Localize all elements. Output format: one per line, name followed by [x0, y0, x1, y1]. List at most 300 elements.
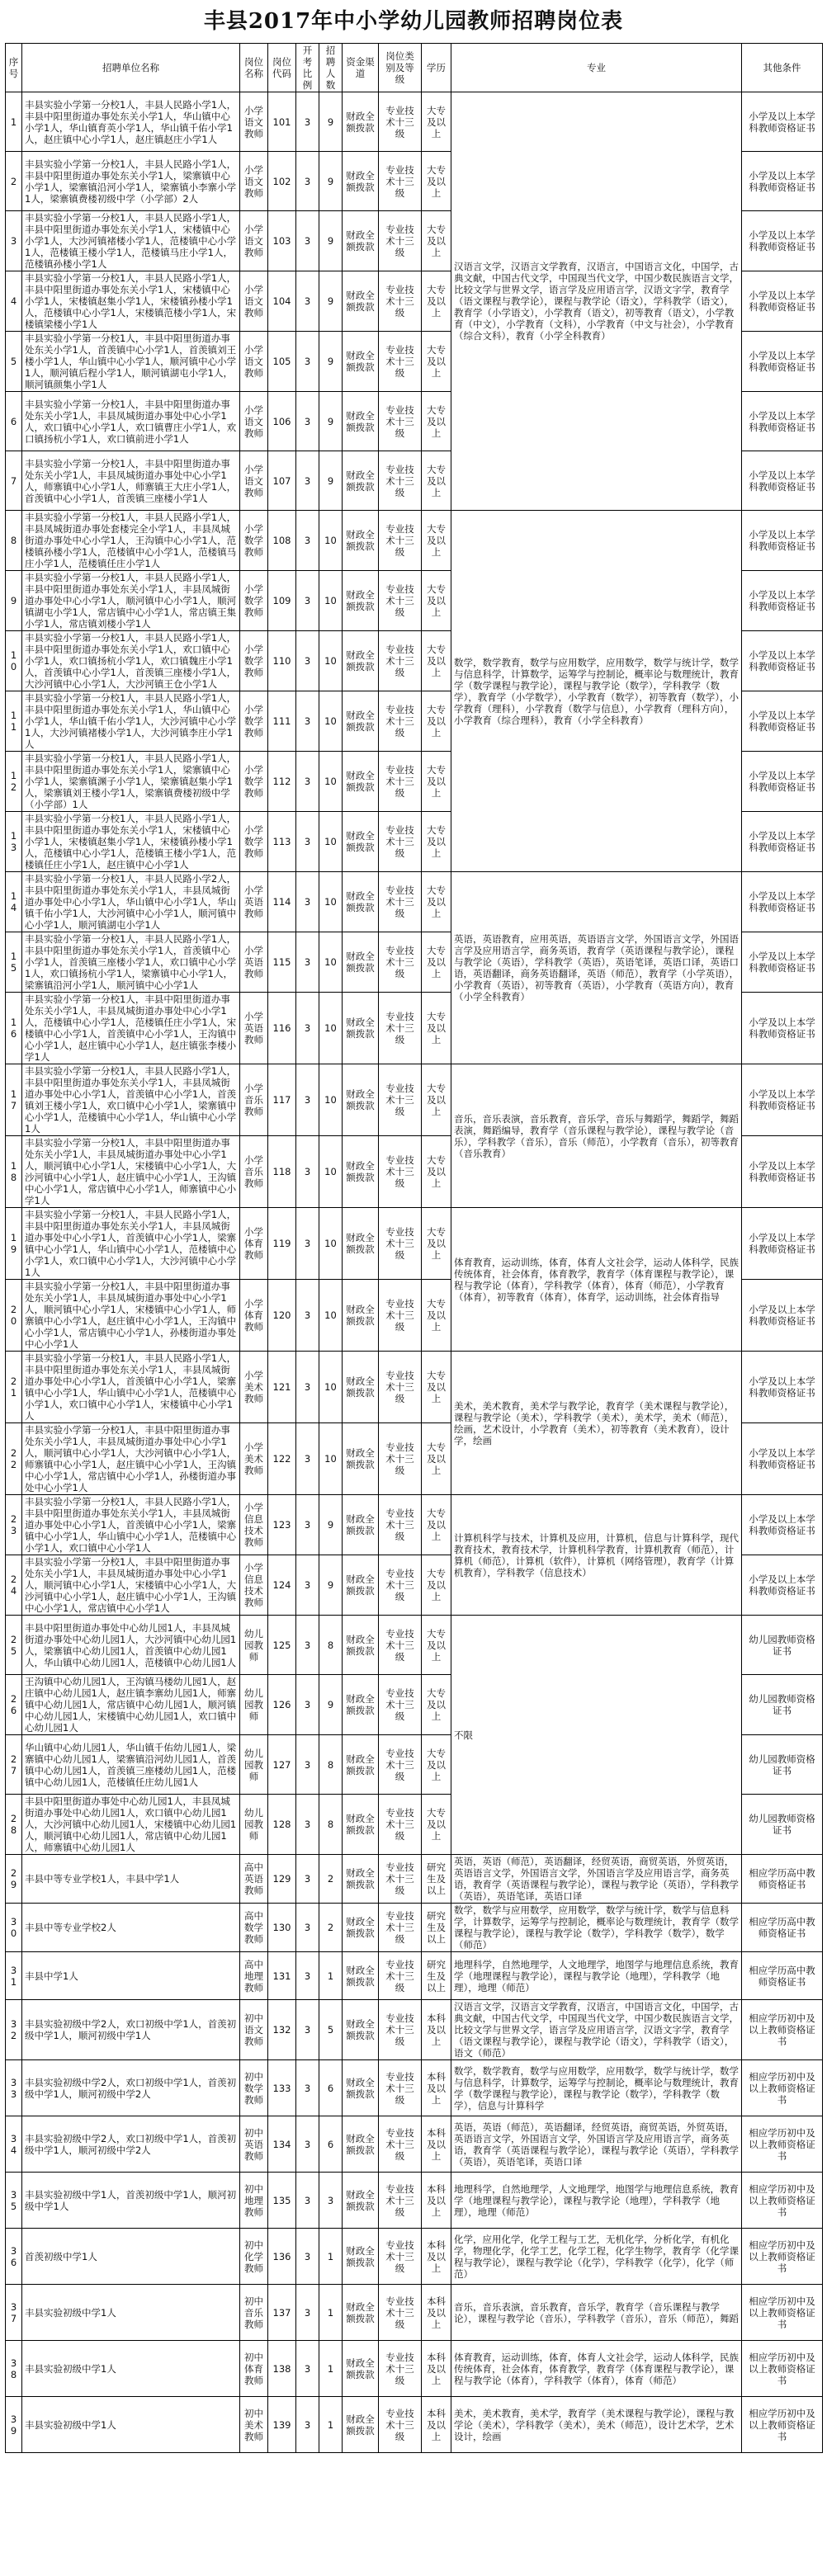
row-hire-count: 8 [319, 1735, 343, 1795]
row-exam-ratio: 3 [296, 932, 319, 993]
row-post-name: 高中英语教师 [240, 1855, 268, 1904]
header-education: 学历 [422, 44, 451, 92]
row-funding: 财政全额拨款 [343, 932, 379, 993]
row-education: 大专及以上 [422, 1352, 451, 1423]
row-unit: 丰县实验初级中学1人 [22, 2285, 240, 2341]
row-index: 36 [6, 2229, 22, 2285]
header-funding: 资金渠道 [343, 44, 379, 92]
row-exam-ratio: 3 [296, 812, 319, 872]
row-funding: 财政全额拨款 [343, 1555, 379, 1616]
row-post-code: 124 [268, 1555, 296, 1616]
row-hire-count: 8 [319, 1795, 343, 1855]
row-other-conditions: 小学及以上本学科教师资格证书 [742, 691, 823, 752]
row-other-conditions: 小学及以上本学科教师资格证书 [742, 211, 823, 271]
row-education: 大专及以上 [422, 332, 451, 392]
row-other-conditions: 小学及以上本学科教师资格证书 [742, 1495, 823, 1555]
row-post-category: 专业技术十三级 [379, 1952, 422, 2000]
row-unit: 丰县实验小学第一分校1人，丰县中阳里街道办事处东关小学1人，丰县凤城街道办事处中心小学1人，师寨镇中心小学1人，师寨镇王大庄小学1人，首羡镇中心小学1人，首羡镇三座楼小学1人 [22, 451, 240, 511]
row-exam-ratio: 3 [296, 1904, 319, 1952]
row-post-category: 专业技术十三级 [379, 993, 422, 1064]
row-post-category: 专业技术十三级 [379, 2229, 422, 2285]
row-hire-count: 10 [319, 993, 343, 1064]
row-unit: 丰县实验小学第一分校1人，丰县人民路小学1人，丰县中阳里街道办事处东关小学1人，丰县凤城街道办事处中心小学1人，首羡镇中心小学1人，梁寨镇中心小学1人，华山镇中心小学1人，范楼镇中心小学1人，欢口镇中心小学1人，宋楼镇中心小学1人 [22, 1352, 240, 1423]
row-post-code: 131 [268, 1952, 296, 2000]
row-post-code: 132 [268, 2000, 296, 2060]
row-post-category: 专业技术十三级 [379, 932, 422, 993]
row-other-conditions: 小学及以上本学科教师资格证书 [742, 993, 823, 1064]
row-unit: 丰县实验小学第一分校1人，丰县中阳里街道办事处东关小学1人，丰县凤城街道办事处中心小学1人，范楼镇中心小学1人，范楼镇任庄小学1人，宋楼镇中心小学1人，首羡镇中心小学1人，王沟镇中心小学1人，赵庄镇中心小学1人，赵庄镇张李楼小学1人 [22, 993, 240, 1064]
row-education: 本科及以上 [422, 2229, 451, 2285]
row-post-name: 小学数学教师 [240, 511, 268, 571]
row-exam-ratio: 3 [296, 1495, 319, 1555]
row-hire-count: 10 [319, 1136, 343, 1208]
row-hire-count: 9 [319, 1675, 343, 1735]
table-row [6, 1952, 823, 2000]
row-unit: 丰县实验小学第一分校1人，丰县人民路小学1人，丰县中阳里街道办事处东关小学1人，宋楼镇中心小学1人，大沙河镇褚楼小学1人，范楼镇中心小学1人，范楼镇王楼小学1人，范楼镇马庄小学1人，范楼镇孙楼小学1人 [22, 211, 240, 271]
row-exam-ratio: 3 [296, 392, 319, 451]
row-post-category: 专业技术十三级 [379, 152, 422, 211]
row-funding: 财政全额拨款 [343, 1795, 379, 1855]
row-hire-count: 10 [319, 571, 343, 631]
row-post-name: 小学数学教师 [240, 571, 268, 631]
row-post-category: 专业技术十三级 [379, 211, 422, 271]
table-row [6, 1616, 823, 1675]
row-post-code: 101 [268, 92, 296, 152]
row-other-conditions: 小学及以上本学科教师资格证书 [742, 511, 823, 571]
table-row [6, 2341, 823, 2397]
row-unit: 丰县中等专业学校1人，丰县中学1人 [22, 1855, 240, 1904]
row-post-name: 小学语文教师 [240, 332, 268, 392]
row-post-code: 130 [268, 1904, 296, 1952]
document-title: 丰县2017年中小学幼儿园教师招聘岗位表 [203, 9, 624, 34]
row-index: 22 [6, 1423, 22, 1495]
row-index: 28 [6, 1795, 22, 1855]
row-hire-count: 10 [319, 932, 343, 993]
row-post-category: 专业技术十三级 [379, 392, 422, 451]
row-index: 21 [6, 1352, 22, 1423]
row-post-category: 专业技术十三级 [379, 691, 422, 752]
row-post-category: 专业技术十三级 [379, 2116, 422, 2173]
row-funding: 财政全额拨款 [343, 271, 379, 332]
table-row [6, 1855, 823, 1904]
row-funding: 财政全额拨款 [343, 2116, 379, 2173]
row-unit: 丰县中等专业学校2人 [22, 1904, 240, 1952]
row-education: 大专及以上 [422, 872, 451, 932]
row-other-conditions: 小学及以上本学科教师资格证书 [742, 872, 823, 932]
row-hire-count: 2 [319, 1904, 343, 1952]
row-hire-count: 10 [319, 872, 343, 932]
row-post-name: 初中语文教师 [240, 2000, 268, 2060]
row-post-category: 专业技术十三级 [379, 2173, 422, 2229]
row-post-code: 112 [268, 752, 296, 812]
row-other-conditions: 小学及以上本学科教师资格证书 [742, 571, 823, 631]
row-education: 大专及以上 [422, 1064, 451, 1136]
row-funding: 财政全额拨款 [343, 812, 379, 872]
row-exam-ratio: 3 [296, 2341, 319, 2397]
row-other-conditions: 小学及以上本学科教师资格证书 [742, 812, 823, 872]
row-funding: 财政全额拨款 [343, 1735, 379, 1795]
row-other-conditions: 幼儿园教师资格证书 [742, 1675, 823, 1735]
row-major: 不限 [451, 1616, 742, 1855]
row-other-conditions: 小学及以上本学科教师资格证书 [742, 752, 823, 812]
row-exam-ratio: 3 [296, 92, 319, 152]
row-education: 大专及以上 [422, 691, 451, 752]
row-funding: 财政全额拨款 [343, 2341, 379, 2397]
row-index: 4 [6, 271, 22, 332]
row-funding: 财政全额拨款 [343, 2060, 379, 2116]
row-funding: 财政全额拨款 [343, 1616, 379, 1675]
row-exam-ratio: 3 [296, 2173, 319, 2229]
row-other-conditions: 小学及以上本学科教师资格证书 [742, 271, 823, 332]
row-post-code: 123 [268, 1495, 296, 1555]
row-post-category: 专业技术十三级 [379, 511, 422, 571]
row-education: 大专及以上 [422, 932, 451, 993]
row-funding: 财政全额拨款 [343, 1675, 379, 1735]
row-post-code: 122 [268, 1423, 296, 1495]
row-hire-count: 10 [319, 1352, 343, 1423]
row-post-code: 120 [268, 1280, 296, 1352]
row-post-name: 小学语文教师 [240, 271, 268, 332]
row-post-code: 114 [268, 872, 296, 932]
header-other-conditions: 其他条件 [742, 44, 823, 92]
row-index: 24 [6, 1555, 22, 1616]
row-other-conditions: 相应学历高中教师资格证书 [742, 1952, 823, 2000]
row-other-conditions: 小学及以上本学科教师资格证书 [742, 332, 823, 392]
row-post-code: 128 [268, 1795, 296, 1855]
row-unit: 丰县实验小学第一分校1人，丰县中阳里街道办事处东关小学1人，丰县凤城街道办事处中心小学1人，顺河镇中心小学1人，宋楼镇中心小学1人，大沙河镇中心小学1人，赵庄镇中心小学1人，王沟镇中心小学1人，常店镇中心小学1人，师寨镇中心小学1人 [22, 1136, 240, 1208]
recruitment-table [5, 43, 823, 2453]
table-row [6, 2116, 823, 2173]
row-index: 30 [6, 1904, 22, 1952]
row-exam-ratio: 3 [296, 691, 319, 752]
row-education: 本科及以上 [422, 2397, 451, 2453]
row-unit: 丰县实验初级中学2人，欢口初级中学1人，首羡初级中学1人，顺河初级中学2人 [22, 2116, 240, 2173]
row-post-name: 小学英语教师 [240, 993, 268, 1064]
header-index: 序号 [6, 44, 22, 92]
row-post-code: 126 [268, 1675, 296, 1735]
table-row [6, 2000, 823, 2060]
row-exam-ratio: 3 [296, 1616, 319, 1675]
row-hire-count: 10 [319, 511, 343, 571]
row-post-name: 初中美术教师 [240, 2397, 268, 2453]
row-post-code: 137 [268, 2285, 296, 2341]
row-index: 1 [6, 92, 22, 152]
table-row [6, 872, 823, 932]
row-unit: 丰县实验初级中学2人，欢口初级中学1人，首羡初级中学1人，顺河初级中学2人 [22, 2060, 240, 2116]
row-index: 16 [6, 993, 22, 1064]
row-other-conditions: 小学及以上本学科教师资格证书 [742, 1423, 823, 1495]
header-unit: 招聘单位名称 [22, 44, 240, 92]
row-post-name: 小学语文教师 [240, 152, 268, 211]
row-exam-ratio: 3 [296, 872, 319, 932]
row-exam-ratio: 3 [296, 1855, 319, 1904]
row-hire-count: 10 [319, 812, 343, 872]
row-post-code: 139 [268, 2397, 296, 2453]
row-index: 9 [6, 571, 22, 631]
row-education: 大专及以上 [422, 1555, 451, 1616]
row-education: 研究生及以上 [422, 1904, 451, 1952]
row-unit: 丰县实验小学第一分校1人，丰县人民路小学1人，丰县中阳里街道办事处东关小学1人，丰县凤城街道办事处中心小学1人，首羡镇中心小学1人，梁寨镇中心小学1人，华山镇中心小学1人，范楼镇中心小学1人，欢口镇中心小学1人 [22, 1495, 240, 1555]
row-unit: 首羡初级中学1人 [22, 2229, 240, 2285]
row-major: 音乐，音乐表演，音乐教育，音乐学，音乐与舞蹈学，舞蹈学，舞蹈表演，舞蹈编导，教育学（音乐课程与教学论），课程与教学论（音乐），学科教学（音乐），音乐（师范），小学教育（音乐），初等教育（音乐教育） [451, 1064, 742, 1208]
row-post-category: 专业技术十三级 [379, 1423, 422, 1495]
table-body [6, 92, 823, 2453]
row-exam-ratio: 3 [296, 2229, 319, 2285]
row-index: 33 [6, 2060, 22, 2116]
row-other-conditions: 相应学历初中及以上教师资格证书 [742, 2397, 823, 2453]
row-major: 美术，美术教育，美术学与教学论，教育学（美术课程与教学论），课程与教学论（美术），学科教学（美术），美术学，美术（师范），绘画，艺术设计，小学教育（美术），初等教育（美术教育），设计学，绘画 [451, 1352, 742, 1495]
row-exam-ratio: 3 [296, 1280, 319, 1352]
row-other-conditions: 相应学历高中教师资格证书 [742, 1904, 823, 1952]
row-unit: 丰县实验初级中学2人，欢口初级中学1人，首羡初级中学1人，顺河初级中学1人 [22, 2000, 240, 2060]
row-funding: 财政全额拨款 [343, 2173, 379, 2229]
table-row [6, 92, 823, 152]
row-post-code: 115 [268, 932, 296, 993]
row-funding: 财政全额拨款 [343, 332, 379, 392]
row-hire-count: 9 [319, 92, 343, 152]
row-unit: 王沟镇中心幼儿园1人，王沟镇马楼幼儿园1人，赵庄镇中心幼儿园1人，赵庄镇李寨幼儿园1人，师寨镇中心幼儿园1人，常店镇中心幼儿园1人，顺河镇中心幼儿园1人，宋楼镇中心幼儿园1人，欢口镇中心幼儿园1人 [22, 1675, 240, 1735]
row-exam-ratio: 3 [296, 1208, 319, 1280]
row-post-category: 专业技术十三级 [379, 571, 422, 631]
row-post-name: 初中英语教师 [240, 2116, 268, 2173]
row-other-conditions: 小学及以上本学科教师资格证书 [742, 1352, 823, 1423]
row-education: 本科及以上 [422, 2000, 451, 2060]
row-exam-ratio: 3 [296, 2116, 319, 2173]
row-unit: 丰县实验初级中学1人，首羡初级中学1人，顺河初级中学1人 [22, 2173, 240, 2229]
row-funding: 财政全额拨款 [343, 211, 379, 271]
row-education: 大专及以上 [422, 1616, 451, 1675]
row-hire-count: 9 [319, 152, 343, 211]
row-funding: 财政全额拨款 [343, 1855, 379, 1904]
row-post-name: 初中音乐教师 [240, 2285, 268, 2341]
table-row [6, 2397, 823, 2453]
row-exam-ratio: 3 [296, 511, 319, 571]
row-index: 19 [6, 1208, 22, 1280]
row-major: 数学，数学与应用数学，应用数学，数学与统计学，数学与信息科学，计算数学，运筹学与控制论，概率论与数理统计，教育学（数学课程与教学论），课程与教学论（数学），学科教学（数学），数学（师范） [451, 1904, 742, 1952]
row-education: 大专及以上 [422, 1735, 451, 1795]
row-education: 研究生及以上 [422, 1952, 451, 2000]
row-post-category: 专业技术十三级 [379, 2060, 422, 2116]
row-unit: 丰县实验小学第一分校1人，丰县人民路小学1人，丰县中阳里街道办事处东关小学1人，首羡镇中心小学1人，首羡镇三座楼小学1人，欢口镇中心小学1人，欢口镇扬杭小学1人，梁寨镇中心小学1人，梁寨镇沿河小学1人，顺河镇中心小学1人 [22, 932, 240, 993]
table-header [6, 44, 823, 92]
row-unit: 华山镇中心幼儿园1人，华山镇千佑幼儿园1人，梁寨镇中心幼儿园1人，梁寨镇沿河幼儿园1人，首羡镇中心幼儿园1人，首羡镇三座楼幼儿园1人，范楼镇中心幼儿园1人，范楼镇任庄幼儿园1人 [22, 1735, 240, 1795]
row-education: 大专及以上 [422, 511, 451, 571]
table-row [6, 1064, 823, 1136]
row-post-name: 小学体育教师 [240, 1208, 268, 1280]
row-post-name: 初中化学教师 [240, 2229, 268, 2285]
row-post-name: 幼儿园教师 [240, 1735, 268, 1795]
row-post-name: 小学语文教师 [240, 211, 268, 271]
row-index: 34 [6, 2116, 22, 2173]
row-major: 数学，数学教育，数学与应用数学，应用数学，数学与统计学，数学与信息科学，计算数学，运筹学与控制论，概率论与数理统计，教育学（数学课程与教学论），课程与教学论（数学），学科教学（数学），信息与计算科学 [451, 2060, 742, 2116]
row-unit: 丰县实验小学第一分校1人，丰县人民路小学2人，丰县中阳里街道办事处东关小学1人，丰县凤城街道办事处中心小学1人，华山镇中心小学1人，华山镇千佑小学1人，大沙河镇中心小学1人，顺河镇中心小学1人，顺河镇湖屯小学1人 [22, 872, 240, 932]
row-major: 英语，英语教育，应用英语，英语语言文学，外国语言文学，外国语言学及应用语言学，商务英语，教育学（英语课程与教学论），课程与教学论（英语），学科教学（英语），英语笔译，英语口译，英语口语，英语翻译，商务英语翻译，英语（师范），教育学（小学英语），小学教育（英语），初等教育（英语），小学教育（英语方向），教育（小学全科教育） [451, 872, 742, 1064]
row-post-name: 小学数学教师 [240, 752, 268, 812]
row-education: 本科及以上 [422, 2173, 451, 2229]
row-education: 大专及以上 [422, 1495, 451, 1555]
row-index: 13 [6, 812, 22, 872]
row-unit: 丰县实验小学第一分校1人，丰县中阳里街道办事处东关小学1人，丰县凤城街道办事处中心小学1人，欢口镇中心小学1人，欢口镇曹庄小学1人，欢口镇扬杭小学1人，欢口镇前进小学1人 [22, 392, 240, 451]
row-index: 12 [6, 752, 22, 812]
row-index: 7 [6, 451, 22, 511]
row-exam-ratio: 3 [296, 1136, 319, 1208]
row-post-code: 107 [268, 451, 296, 511]
row-index: 27 [6, 1735, 22, 1795]
row-post-code: 134 [268, 2116, 296, 2173]
row-index: 15 [6, 932, 22, 993]
row-education: 大专及以上 [422, 152, 451, 211]
row-major: 化学，应用化学，化学工程与工艺，无机化学，分析化学，有机化学，物理化学，化学工艺，化学工程，化学生物学，教育学（化学课程与教学论），课程与教学论（化学），学科教学（化学），化学（师范） [451, 2229, 742, 2285]
row-education: 大专及以上 [422, 631, 451, 691]
row-post-name: 初中数学教师 [240, 2060, 268, 2116]
row-major: 美术，美术教育，美术学，教育学（美术课程与教学论），课程与教学论（美术），学科教学（美术），美术（师范），设计艺术学，艺术设计，绘画 [451, 2397, 742, 2453]
table-row [6, 1495, 823, 1555]
row-unit: 丰县中学1人 [22, 1952, 240, 2000]
row-hire-count: 10 [319, 1423, 343, 1495]
row-exam-ratio: 3 [296, 332, 319, 392]
row-unit: 丰县实验初级中学1人 [22, 2397, 240, 2453]
row-post-code: 104 [268, 271, 296, 332]
row-post-code: 129 [268, 1855, 296, 1904]
row-post-code: 102 [268, 152, 296, 211]
row-exam-ratio: 3 [296, 271, 319, 332]
row-post-name: 小学音乐教师 [240, 1064, 268, 1136]
row-unit: 丰县实验小学第一分校1人，丰县人民路小学1人，丰县中阳里街道办事处东关小学1人，梁寨镇中心小学1人，梁寨镇渊子小学1人，梁寨镇赵集小学1人，梁寨镇刘王楼小学1人，梁寨镇费楼初级中学（小学部）1人 [22, 752, 240, 812]
row-other-conditions: 相应学历初中及以上教师资格证书 [742, 2116, 823, 2173]
row-exam-ratio: 3 [296, 993, 319, 1064]
row-post-name: 初中地理教师 [240, 2173, 268, 2229]
row-index: 2 [6, 152, 22, 211]
row-funding: 财政全额拨款 [343, 1136, 379, 1208]
row-exam-ratio: 3 [296, 1423, 319, 1495]
row-index: 29 [6, 1855, 22, 1904]
row-post-category: 专业技术十三级 [379, 92, 422, 152]
row-funding: 财政全额拨款 [343, 2285, 379, 2341]
row-other-conditions: 小学及以上本学科教师资格证书 [742, 1555, 823, 1616]
row-major: 英语，英语（师范），英语翻译，经贸英语，商贸英语，外贸英语，英语语言文学，外国语言文学，外国语言学及应用语言学，商务英语，教育学（英语课程与教学论），课程与教学论（英语），学科教学（英语），英语笔译，英语口译 [451, 2116, 742, 2173]
row-post-name: 小学数学教师 [240, 691, 268, 752]
row-funding: 财政全额拨款 [343, 2000, 379, 2060]
table-row [6, 511, 823, 571]
row-funding: 财政全额拨款 [343, 2229, 379, 2285]
row-hire-count: 10 [319, 752, 343, 812]
row-hire-count: 1 [319, 2397, 343, 2453]
row-post-category: 专业技术十三级 [379, 1735, 422, 1795]
row-post-name: 小学数学教师 [240, 631, 268, 691]
row-other-conditions: 相应学历初中及以上教师资格证书 [742, 2000, 823, 2060]
row-funding: 财政全额拨款 [343, 1904, 379, 1952]
row-other-conditions: 相应学历初中及以上教师资格证书 [742, 2060, 823, 2116]
row-index: 26 [6, 1675, 22, 1735]
row-hire-count: 2 [319, 1855, 343, 1904]
row-post-code: 133 [268, 2060, 296, 2116]
row-hire-count: 10 [319, 1208, 343, 1280]
row-post-code: 116 [268, 993, 296, 1064]
row-hire-count: 1 [319, 2285, 343, 2341]
row-education: 大专及以上 [422, 1280, 451, 1352]
row-hire-count: 10 [319, 691, 343, 752]
row-post-category: 专业技术十三级 [379, 752, 422, 812]
row-index: 38 [6, 2341, 22, 2397]
row-unit: 丰县实验小学第一分校1人，丰县人民路小学1人，丰县中阳里街道办事处东关小学1人，华山镇中心小学1人，华山镇千佑小学1人，大沙河镇中心小学1人，大沙河镇褚楼小学1人，大沙河镇李庄小学1人 [22, 691, 240, 752]
row-hire-count: 3 [319, 2173, 343, 2229]
row-post-category: 专业技术十三级 [379, 2341, 422, 2397]
row-education: 大专及以上 [422, 1675, 451, 1735]
row-hire-count: 9 [319, 1555, 343, 1616]
row-hire-count: 9 [319, 392, 343, 451]
row-post-name: 小学英语教师 [240, 932, 268, 993]
row-funding: 财政全额拨款 [343, 571, 379, 631]
row-hire-count: 10 [319, 631, 343, 691]
row-post-code: 125 [268, 1616, 296, 1675]
row-unit: 丰县实验初级中学1人 [22, 2341, 240, 2397]
row-post-category: 专业技术十三级 [379, 2397, 422, 2453]
row-hire-count: 9 [319, 332, 343, 392]
row-post-name: 小学语文教师 [240, 92, 268, 152]
header-exam-ratio: 开考比例 [296, 44, 319, 92]
row-post-category: 专业技术十三级 [379, 812, 422, 872]
row-post-name: 小学音乐教师 [240, 1136, 268, 1208]
row-other-conditions: 小学及以上本学科教师资格证书 [742, 392, 823, 451]
row-hire-count: 9 [319, 271, 343, 332]
row-exam-ratio: 3 [296, 1735, 319, 1795]
row-major: 体育教育，运动训练，体育，体育人文社会学，运动人体科学，民族传统体育，社会体育，体育教学，教育学（体育课程与教学论），课程与教学论（体育），学科教学（体育），体育（师范） [451, 2341, 742, 2397]
row-hire-count: 1 [319, 2341, 343, 2397]
row-post-category: 专业技术十三级 [379, 1555, 422, 1616]
row-unit: 丰县实验小学第一分校1人，丰县人民路小学1人，丰县中阳里街道办事处东关小学1人，宋楼镇中心小学1人，宋楼镇赵集小学1人，宋楼镇孙楼小学1人，范楼镇中心小学1人，宋楼镇范楼小学1人，宋楼镇梁楼小学1人 [22, 271, 240, 332]
row-post-code: 136 [268, 2229, 296, 2285]
row-other-conditions: 幼儿园教师资格证书 [742, 1616, 823, 1675]
row-exam-ratio: 3 [296, 631, 319, 691]
header-post-category: 岗位类别及等级 [379, 44, 422, 92]
row-education: 大专及以上 [422, 812, 451, 872]
row-index: 5 [6, 332, 22, 392]
row-other-conditions: 幼儿园教师资格证书 [742, 1735, 823, 1795]
row-hire-count: 10 [319, 1280, 343, 1352]
row-post-category: 专业技术十三级 [379, 1675, 422, 1735]
row-post-category: 专业技术十三级 [379, 1136, 422, 1208]
row-post-name: 幼儿园教师 [240, 1616, 268, 1675]
row-exam-ratio: 3 [296, 2285, 319, 2341]
row-post-code: 106 [268, 392, 296, 451]
row-education: 大专及以上 [422, 271, 451, 332]
row-major: 汉语言文学，汉语言文学教育，汉语言，中国语言文化，中国学，古典文献，中国古代文学，中国现当代文学，中国少数民族语言文学，比较文学与世界文学，语言学及应用语言学，汉语文字学，教育学（语文课程与教学论），课程与教学论（语文），学科教学（语文），教育学（小学语文），小学教育（语文），初等教育（语文），小学教育（中文），小学教育（文科），小学教育（中文与社会），小学教育（综合文科），教育（小学全科教育） [451, 92, 742, 511]
row-post-code: 103 [268, 211, 296, 271]
row-major: 体育教育，运动训练，体育，体育人文社会学，运动人体科学，民族传统体育，社会体育，体育教学，教育学（体育课程与教学论），课程与教学论（体育），学科教学（体育），体育（师范），小学教育（体育），初等教育（体育），体育学，运动训练，社会体育指导 [451, 1208, 742, 1352]
row-major: 地理科学，自然地理学，人文地理学，地图学与地理信息系统，教育学（地理课程与教学论），课程与教学论（地理），学科教学（地理），地理（师范） [451, 2173, 742, 2229]
row-other-conditions: 小学及以上本学科教师资格证书 [742, 1280, 823, 1352]
row-funding: 财政全额拨款 [343, 691, 379, 752]
row-post-code: 108 [268, 511, 296, 571]
row-unit: 丰县实验小学第一分校1人，丰县中阳里街道办事处东关小学1人，首羡镇中心小学1人，首羡镇刘王楼小学1人，华山镇中心小学1人，顺河镇中心小学1人，顺河镇后程小学1人，顺河镇湖屯小学1人，顺河镇颜集小学1人 [22, 332, 240, 392]
row-funding: 财政全额拨款 [343, 752, 379, 812]
row-index: 8 [6, 511, 22, 571]
row-hire-count: 6 [319, 2060, 343, 2116]
row-funding: 财政全额拨款 [343, 1423, 379, 1495]
row-post-category: 专业技术十三级 [379, 1855, 422, 1904]
row-exam-ratio: 3 [296, 571, 319, 631]
row-other-conditions: 幼儿园教师资格证书 [742, 1795, 823, 1855]
row-index: 39 [6, 2397, 22, 2453]
row-other-conditions: 小学及以上本学科教师资格证书 [742, 152, 823, 211]
row-unit: 丰县实验小学第一分校1人，丰县人民路小学1人，丰县中阳里街道办事处东关小学1人，宋楼镇中心小学1人，宋楼镇赵集小学1人，宋楼镇孙楼小学1人，范楼镇中心小学1人，范楼镇王楼小学1人，范楼镇任庄小学1人，赵庄镇中心小学1人 [22, 812, 240, 872]
row-unit: 丰县实验小学第一分校1人，丰县人民路小学1人，丰县中阳里街道办事处东关小学1人，华山镇中心小学1人，华山镇育英小学1人，华山镇千佑小学1人，赵庄镇中心小学1人，赵庄镇赵庄小学1人 [22, 92, 240, 152]
row-other-conditions: 相应学历初中及以上教师资格证书 [742, 2341, 823, 2397]
table-row [6, 1352, 823, 1423]
row-other-conditions: 小学及以上本学科教师资格证书 [742, 1136, 823, 1208]
row-exam-ratio: 3 [296, 451, 319, 511]
row-post-category: 专业技术十三级 [379, 631, 422, 691]
